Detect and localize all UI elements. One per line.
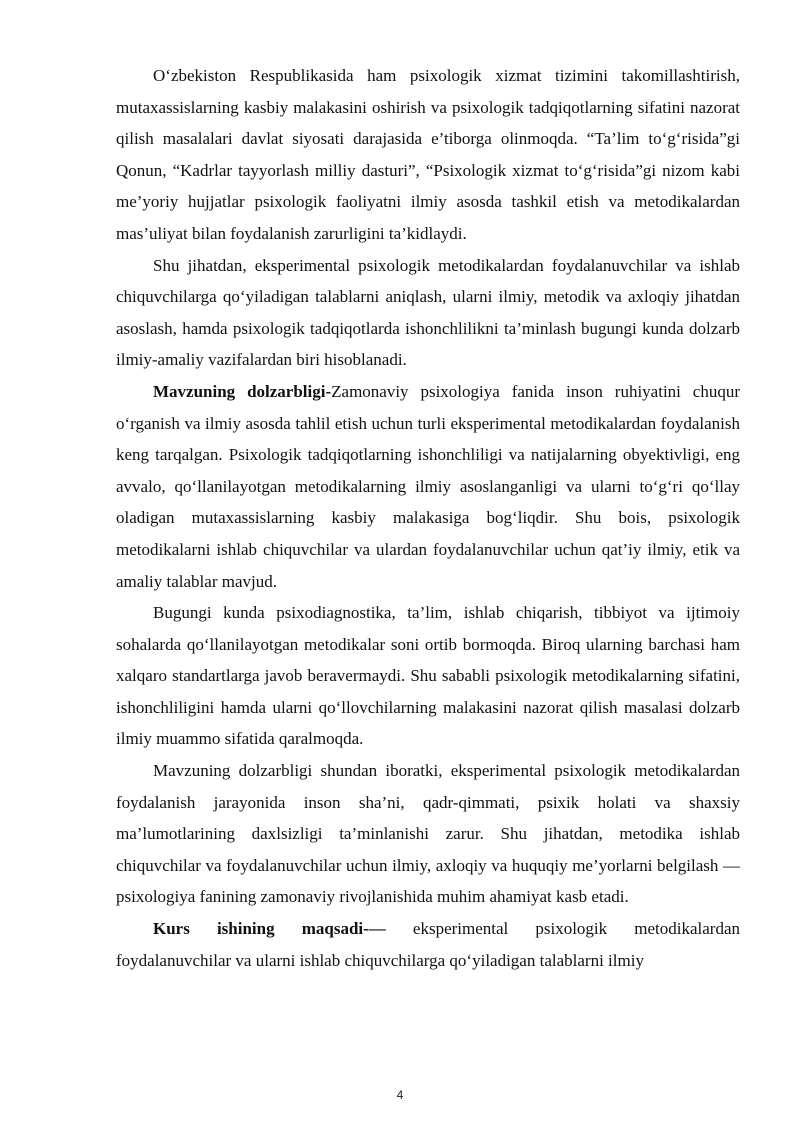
paragraph-3-heading: Mavzuning dolzarbligi- xyxy=(153,381,332,401)
paragraph-2 xyxy=(116,250,740,376)
paragraph-6-heading: Kurs ishining maqsadi-— xyxy=(153,919,386,939)
paragraph-4-text: Bugungi kunda psixodiagnostika, ta’lim, ishlab chiqarish, tibbiyot va ijtimoiy sohalarda qo‘llanilayotgan metodikalar soni ortib bormoqda. Biroq ularning barchasi ham xalqaro standartlarga javob beravermaydi. Shu sababli psixologik metodikalarning sifatini, ishonchliligini hamda ularni qo‘llovchilarning malakasini nazorat qilish masalasi dolzarb ilmiy muammo sifatida qaralmoqda. xyxy=(116,603,740,749)
page-number: 4 xyxy=(396,1088,404,1102)
paragraph-5 xyxy=(116,755,740,913)
paragraph-1 xyxy=(116,60,740,250)
paragraph-1-text: O‘zbekiston Respublikasida ham psixologik xizmat tizimini takomillashtirish, mutaxassislarning kasbiy malakasini oshirish va psixologik tadqiqotlarning sifatini nazorat qilish masalalari davlat siyosati darajasida e’tiborga olinmoqda. “Ta’lim to‘g‘risida”gi Qonun, “Kadrlar tayyorlash milliy dasturi”, “Psixologik xizmat to‘g‘risida”gi nizom kabi me’yoriy hujjatlar psixologik faoliyatni ilmiy asosda tashkil etish va metodikalardan mas’uliyat bilan foydalanish zarurligini ta’kidlaydi. xyxy=(116,66,740,243)
paragraph-6-text: eksperimental psixologik metodikalardan foydalanuvchilar va ularni ishlab chiquvchilarga qo‘yiladigan talablarni ilmiy xyxy=(116,919,741,970)
paragraph-4 xyxy=(116,597,740,755)
paragraph-5-text: Mavzuning dolzarbligi shundan iboratki, eksperimental psixologik metodikalardan foydalanish jarayonida inson sha’ni, qadr-qimmati, psixik holati va shaxsiy ma’lumotlarining daxlsizligi ta’minlanishi zarur. Shu jihatdan, metodika ishlab chiquvchilar va foydalanuvchilar uchun ilmiy, axloqiy va huquqiy me’yorlarni belgilash — psixologiya fanining zamonaviy rivojlanishida muhim ahamiyat kasb etadi. xyxy=(116,761,740,907)
paragraph-2-text: Shu jihatdan, eksperimental psixologik metodikalardan foydalanuvchilar va ishlab chiquvchilarga qo‘yiladigan talablarni aniqlash, ularni ilmiy, metodik va axloqiy jihatdan asoslash, hamda psixologik tadqiqotlarda ishonchlilikni ta’minlash bugungi kunda dolzarb ilmiy-amaliy vazifalardan biri hisoblanadi. xyxy=(116,255,740,370)
document-page xyxy=(116,60,740,976)
paragraph-6 xyxy=(116,913,740,976)
paragraph-3-text: Zamonaviy psixologiya fanida inson ruhiyatini chuqur o‘rganish va ilmiy asosda tahlil etish uchun turli eksperimental metodikalardan foydalanish keng tarqalgan. Psixologik tadqiqotlarning ishonchliligi va natijalarning obyektivligi, eng avvalo, qo‘llanilayotgan metodikalarning ilmiy asoslanganligi va ularni to‘g‘ri qo‘llay oladigan mutaxassislarning kasbiy malakasiga bog‘liqdir. Shu bois, psixologik metodikalarni ishlab chiquvchilar va ulardan foydalanuvchilar uchun qat’iy ilmiy, etik va amaliy talablar mavjud. xyxy=(116,381,741,591)
paragraph-3 xyxy=(116,376,740,597)
